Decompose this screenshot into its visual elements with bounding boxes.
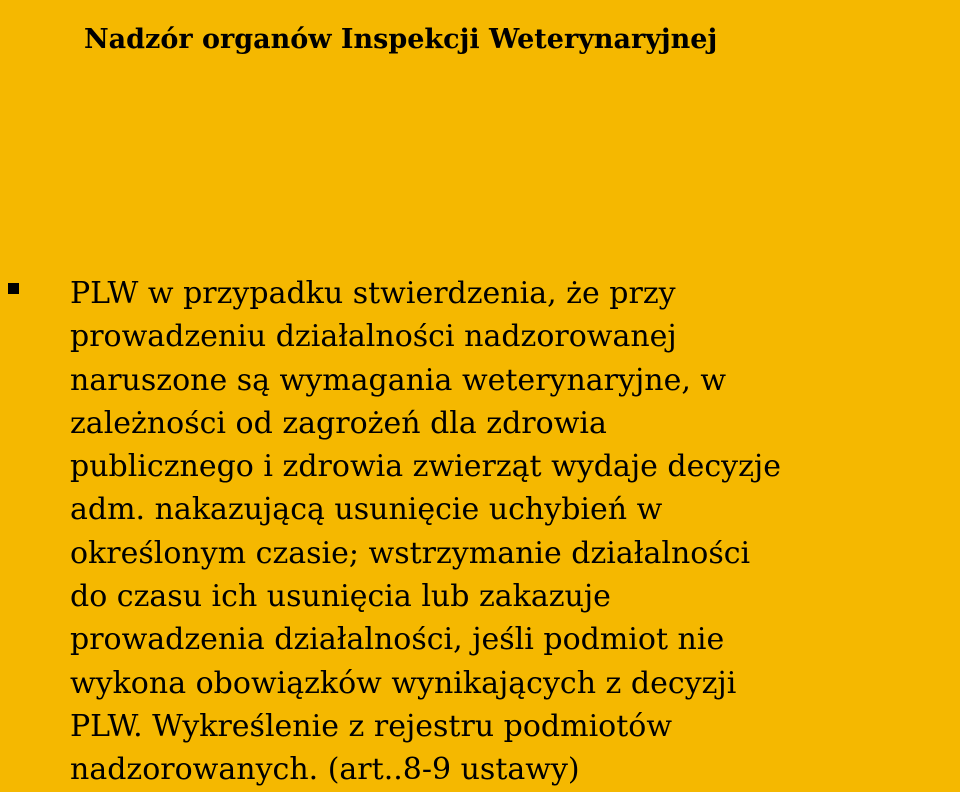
square-bullet-icon [8, 283, 19, 294]
bullet-line: wykona obowiązków wynikających z decyzji [70, 665, 737, 701]
bullet-line: adm. nakazującą usunięcie uchybień w [70, 492, 663, 528]
bullet-line: zależności od zagrożeń dla zdrowia [70, 405, 607, 441]
bullet-line: do czasu ich usunięcia lub zakazuje [70, 579, 611, 615]
bullet-line: prowadzeniu działalności nadzorowanej [70, 319, 677, 355]
bullet-item [0, 136, 960, 788]
bullet-line: nadzorowanych. (art..8-9 ustawy) [70, 752, 580, 788]
bullet-line: PLW. Wykreślenie z rejestru podmiotów [70, 708, 673, 744]
bullet-line: PLW w przypadku stwierdzenia, że przy [70, 276, 676, 311]
bullet-line: prowadzenia działalności, jeśli podmiot nie [70, 622, 725, 658]
bullet-line: naruszone są wymagania weterynaryjne, w [70, 362, 727, 398]
bullet-line: określonym czasie; wstrzymanie działalności [70, 535, 751, 571]
bullet-line: publicznego i zdrowia zwierząt wydaje decyzje [70, 449, 781, 485]
slide-title: Nadzór organów Inspekcji Weterynaryjnej [84, 24, 718, 56]
bullet-text [70, 272, 955, 792]
